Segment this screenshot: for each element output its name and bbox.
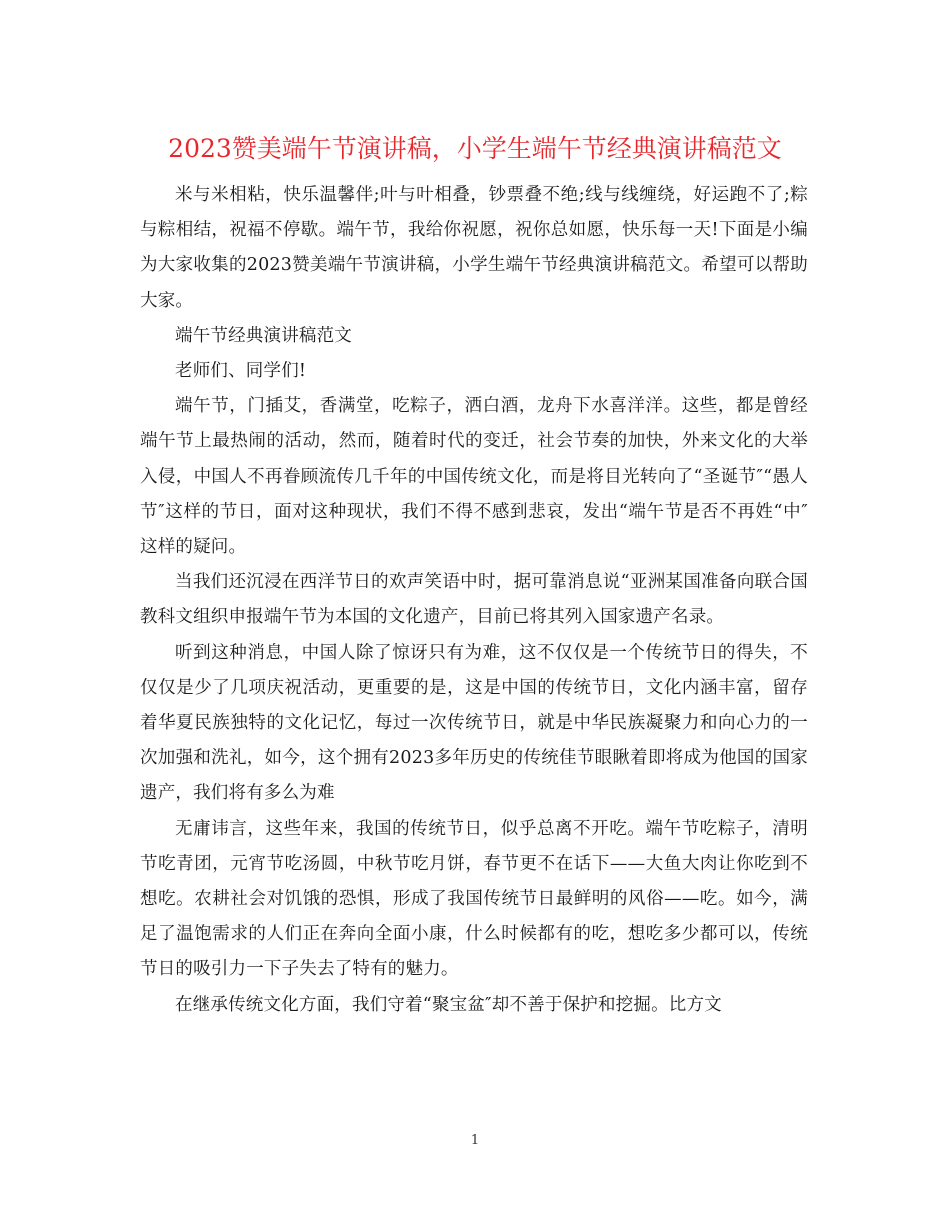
paragraph-intro: 米与米相粘，快乐温馨伴;叶与叶相叠，钞票叠不绝;线与线缠绕，好运跑不了;粽与粽相结，祝福不停歇。端午节，我给你祝愿，祝你总如愿，快乐每一天!下面是小编为大家收集的2023赞美端午节演讲稿，小学生端午节经典演讲稿范文。希望可以帮助大家。 bbox=[140, 185, 808, 311]
paragraph-salutation: 老师们、同学们! bbox=[175, 361, 307, 382]
paragraph-body: 无庸讳言，这些年来，我国的传统节日，似乎总离不开吃。端午节吃粽子，清明节吃青团，元宵节吃汤圆，中秋节吃月饼，春节更不在话下——大鱼大肉让你吃到不想吃。农耕社会对饥饿的恐惧，形成了我国传统节日最鲜明的风俗——吃。如今，满足了温饱需求的人们正在奔向全面小康，什么时候都有的吃，想吃多少都可以，传统节日的吸引力一下子失去了特有的魅力。 bbox=[140, 818, 808, 980]
paragraph-subheading: 端午节经典演讲稿范文 bbox=[175, 325, 352, 346]
document-body bbox=[140, 178, 808, 1023]
paragraph-body: 当我们还沉浸在西洋节日的欢声笑语中时，据可靠消息说“亚洲某国准备向联合国教科文组织申报端午节为本国的文化遗产，目前已将其列入国家遗产名录。 bbox=[140, 572, 808, 628]
paragraph-body: 端午节，门插艾，香满堂，吃粽子，洒白酒，龙舟下水喜洋洋。这些，都是曾经端午节上最热闹的活动，然而，随着时代的变迁，社会节奏的加快，外来文化的大举入侵，中国人不再眷顾流传几千年的中国传统文化，而是将目光转向了“圣诞节″“愚人节″这样的节日，面对这种现状，我们不得不感到悲哀，发出“端午节是否不再姓“中″这样的疑问。 bbox=[140, 396, 808, 558]
paragraph-body: 听到这种消息，中国人除了惊讶只有为难，这不仅仅是一个传统节日的得失，不仅仅是少了几项庆祝活动，更重要的是，这是中国的传统节日，文化内涵丰富，留存着华夏民族独特的文化记忆，每过一次传统节日，就是中华民族凝聚力和向心力的一次加强和洗礼，如今，这个拥有2023多年历史的传统佳节眼瞅着即将成为他国的国家遗产，我们将有多么为难 bbox=[140, 642, 808, 804]
paragraph-body: 在继承传统文化方面，我们守着“聚宝盆″却不善于保护和挖掘。比方文 bbox=[175, 994, 722, 1015]
page-number: 1 bbox=[470, 1133, 480, 1148]
document-title: 2023赞美端午节演讲稿，小学生端午节经典演讲稿范文 bbox=[168, 134, 782, 163]
